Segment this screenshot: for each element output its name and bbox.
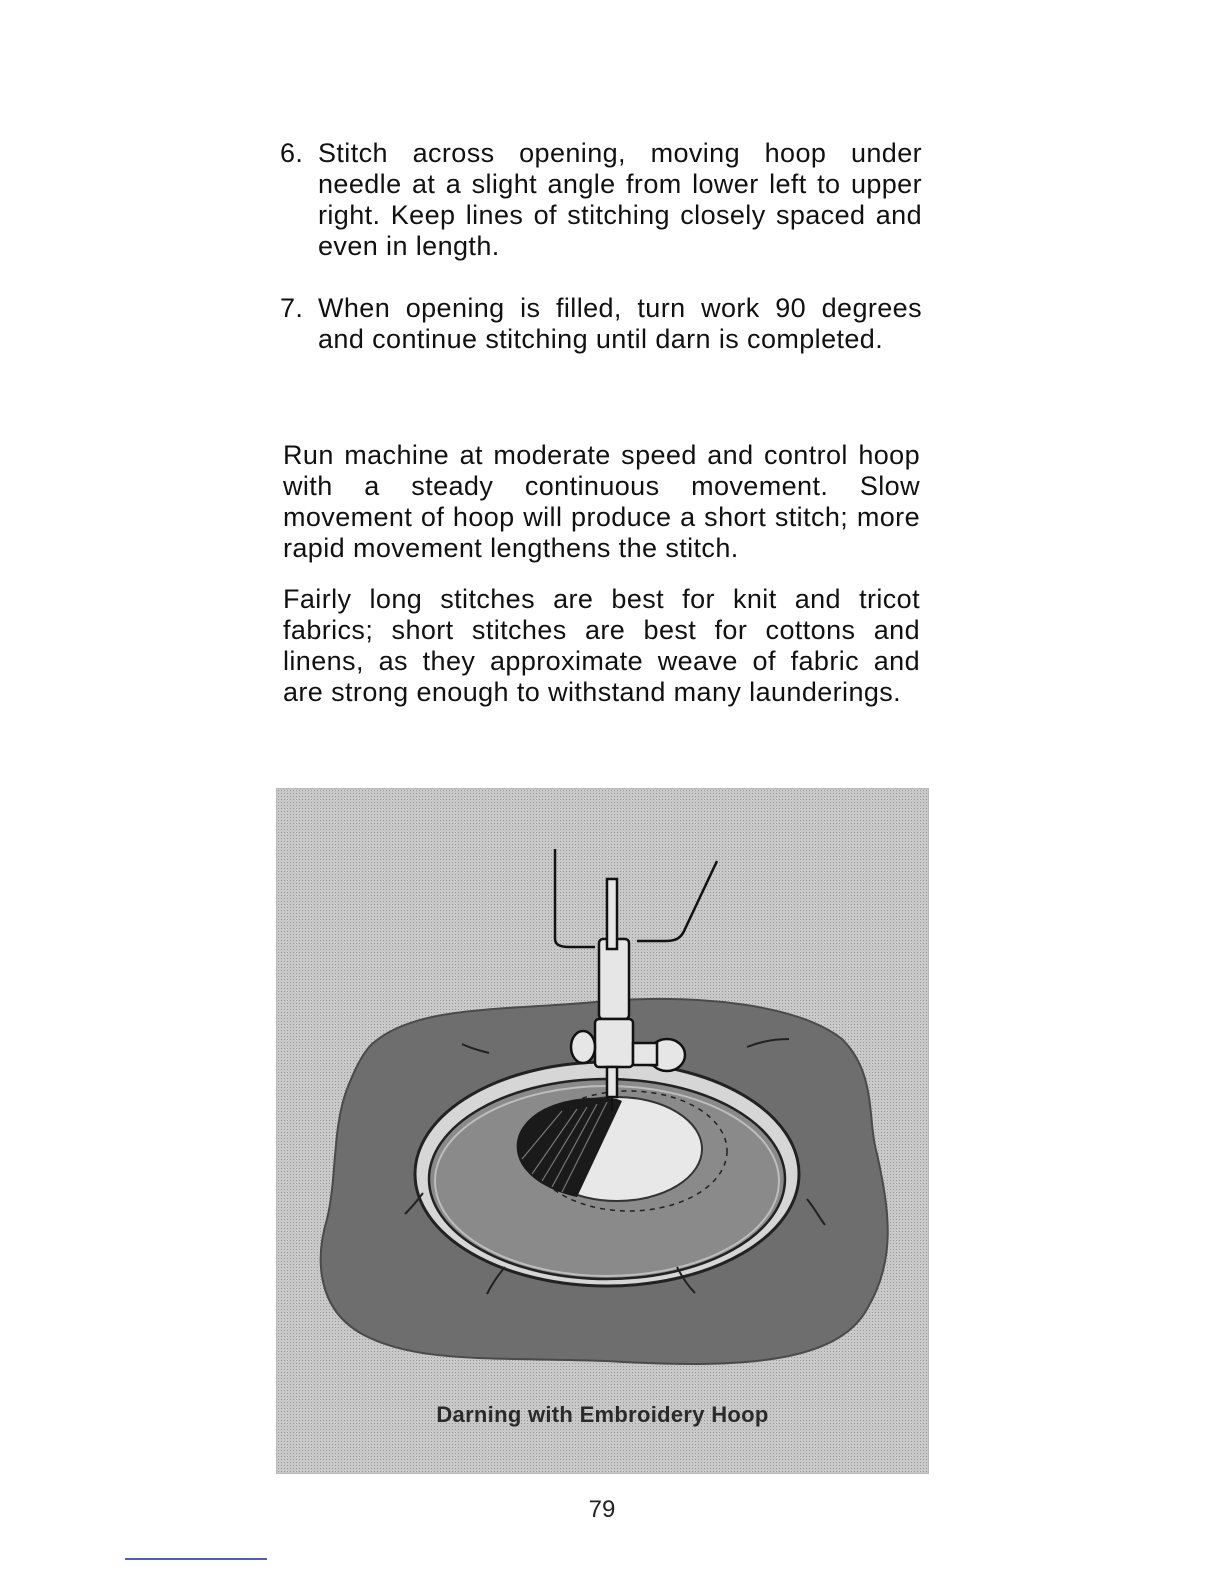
instruction-steps (280, 138, 922, 386)
hoop-drawing (277, 789, 928, 1473)
step-number: 6. (280, 138, 304, 168)
darning-illustration (276, 788, 929, 1474)
page-number: 79 (588, 1496, 616, 1523)
step-text: When opening is filled, turn work 90 degrees and continue stitching until darn is completed. (318, 293, 922, 354)
step-number: 7. (280, 293, 304, 323)
figure-caption: Darning with Embroidery Hoop (436, 1402, 769, 1427)
paragraph-stitch-length: Fairly long stitches are best for knit and tricot fabrics; short stitches are best for cottons and linens, as they approximate weave of fabric and are strong enough to withstand many launderings. (283, 584, 920, 707)
step-7 (280, 293, 922, 355)
footer-rule (125, 1558, 267, 1560)
step-6 (280, 138, 922, 262)
paragraph-speed-control: Run machine at moderate speed and control hoop with a steady continuous movement. Slow movement of hoop will produce a short stitch; more rapid movement lengthens the stitch. (283, 440, 920, 563)
step-text: Stitch across opening, moving hoop under needle at a slight angle from lower left to upper right. Keep lines of stitching closely spaced and even in length. (318, 138, 922, 261)
